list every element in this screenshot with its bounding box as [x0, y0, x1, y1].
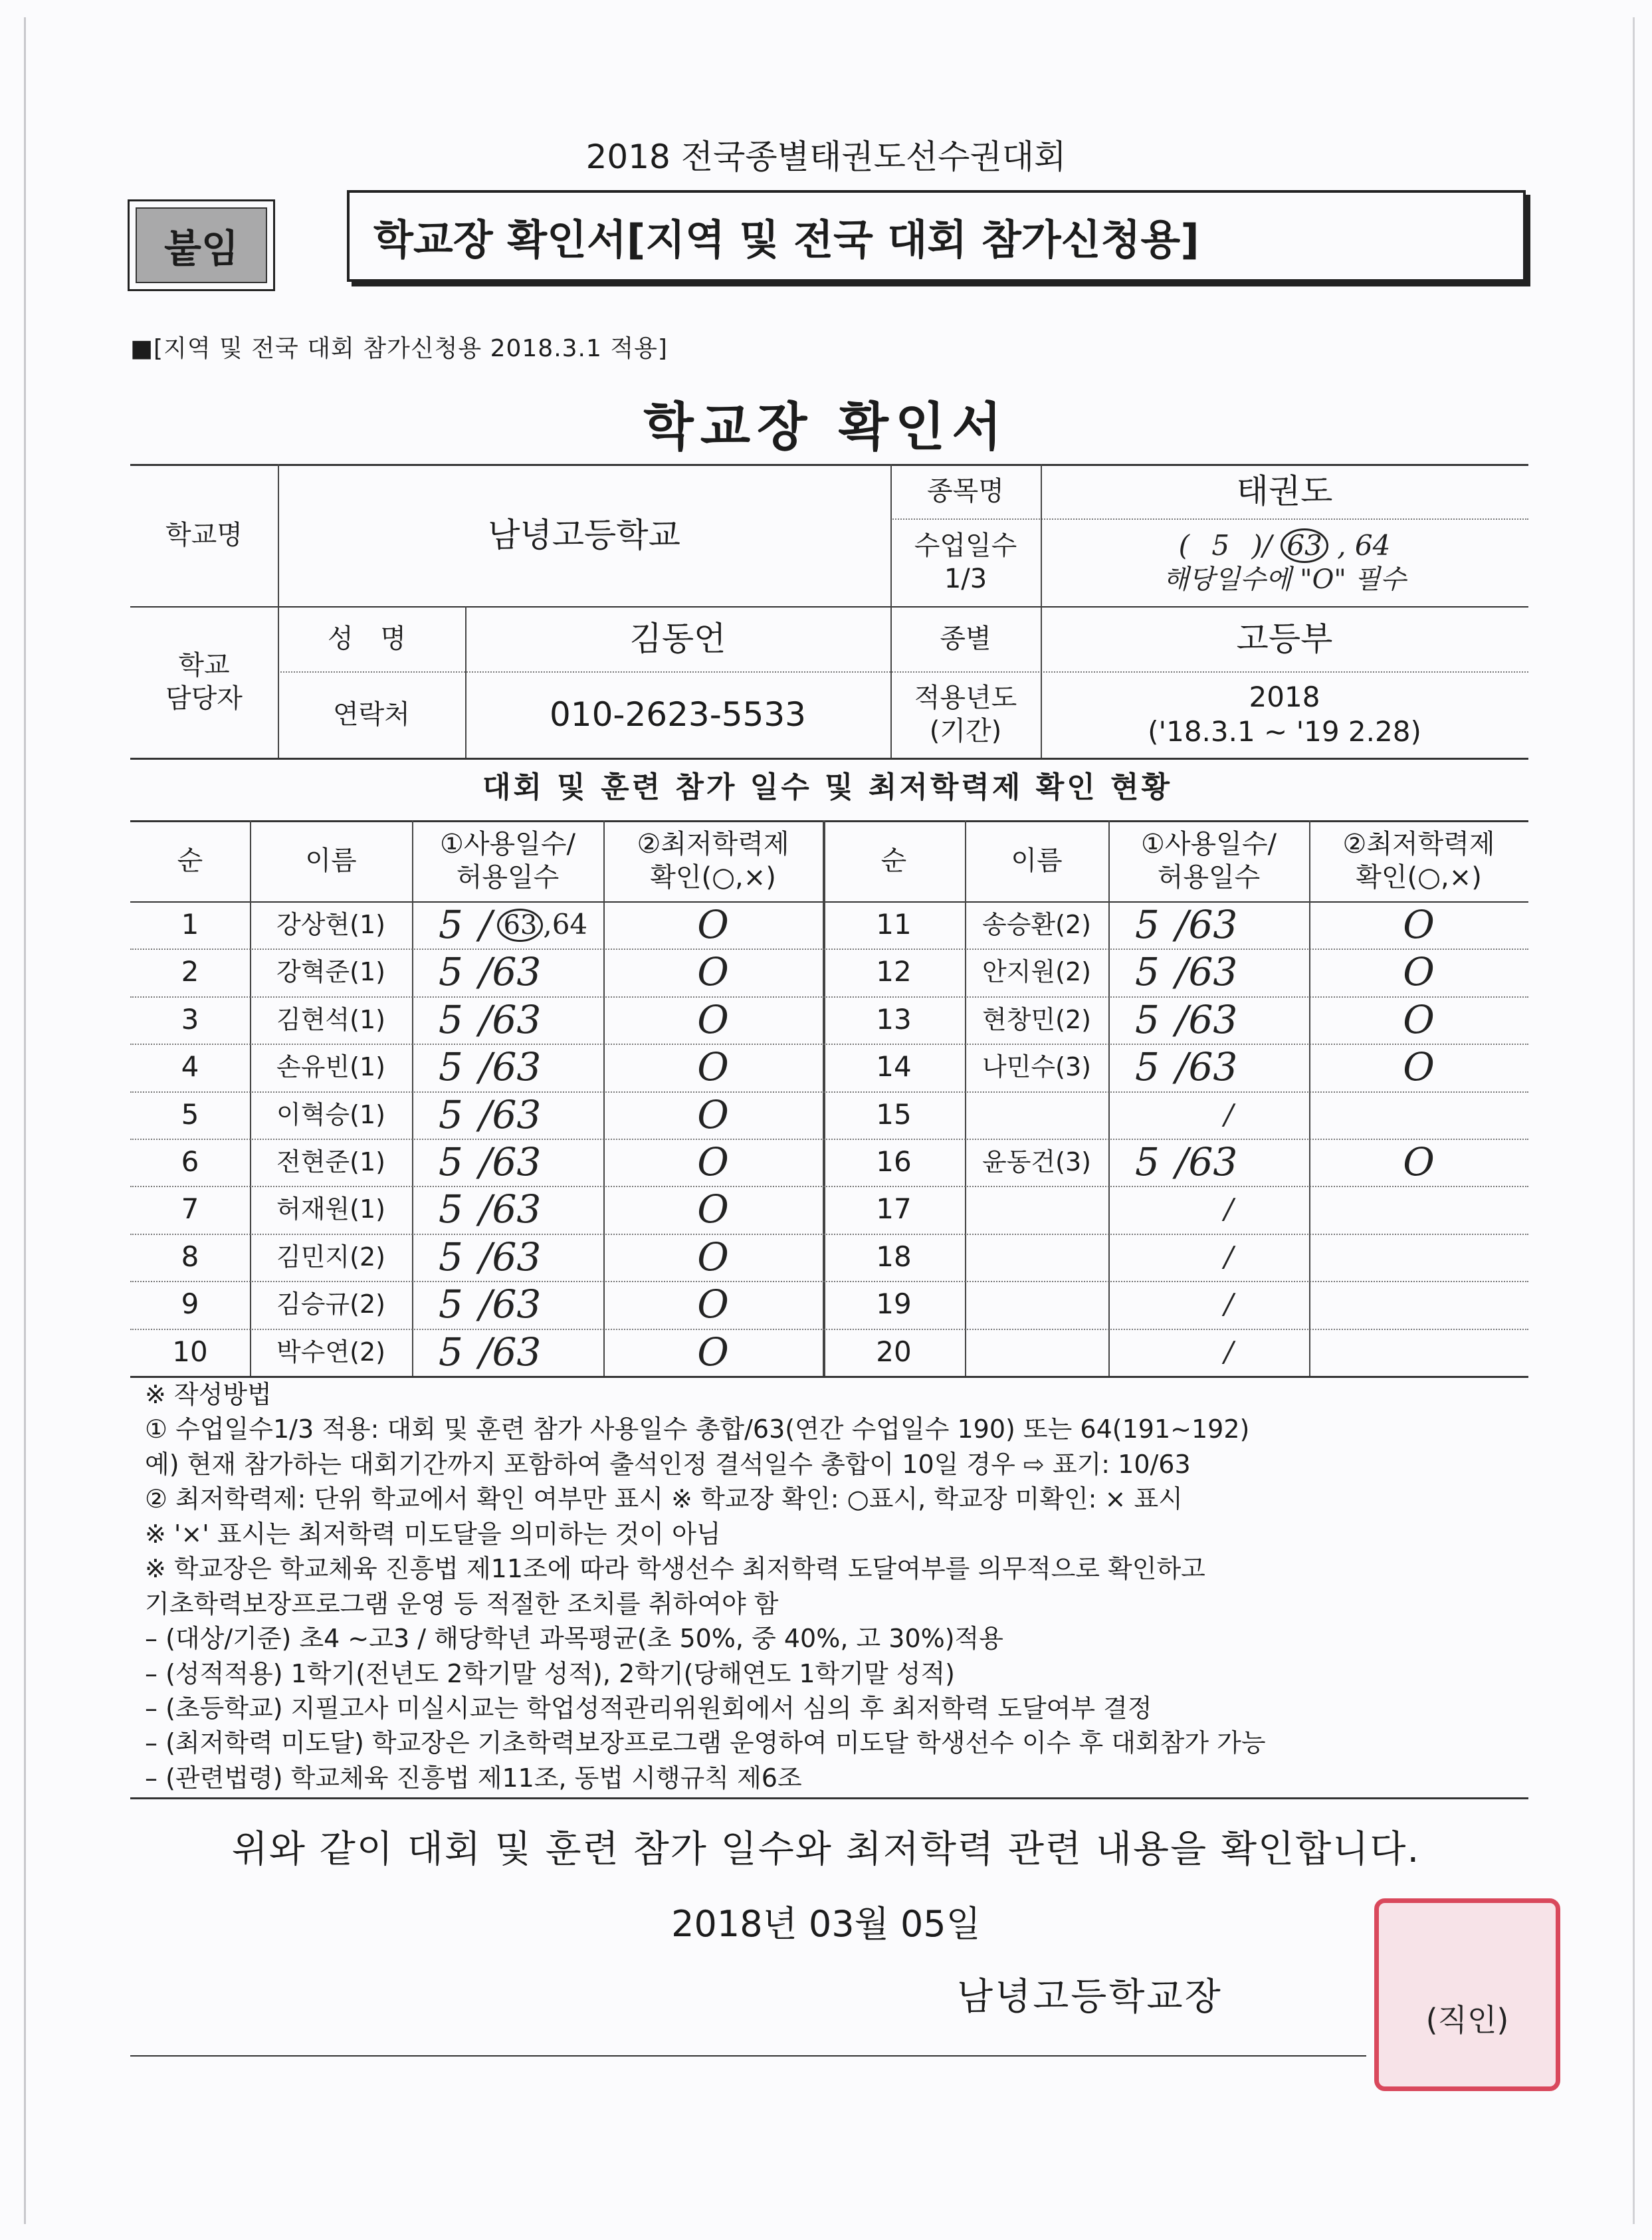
- roster-used-days: [412, 1091, 603, 1139]
- roster-used-days: [412, 949, 603, 996]
- roster-header-check-line1: ②최저학력제: [637, 829, 789, 859]
- confirmation-statement: 위와 같이 대회 및 훈련 참가 일수와 최저학력 관련 내용을 확인합니다.: [231, 1828, 1421, 1871]
- used-days: 5: [439, 1186, 463, 1232]
- allowed-days: 63: [1188, 949, 1238, 995]
- roster-header-days-line1: ①사용일수/: [1141, 829, 1277, 859]
- note-line: – (성적적용) 1학기(전년도 2학기말 성적), 2학기(당해연도 1학기말 성적): [145, 1658, 955, 1688]
- school-manager-label-line2: 담당자: [165, 683, 243, 714]
- school-name-label: 학교명: [165, 520, 243, 550]
- roster-header-name: 이름: [1011, 845, 1063, 876]
- instructions-notes: [145, 1377, 1540, 1795]
- days-separator: /: [478, 997, 492, 1043]
- roster-row-number: 17: [876, 1192, 912, 1226]
- roster-student-name: 김승규(2): [276, 1289, 385, 1319]
- allowed-days: 63: [1188, 902, 1238, 948]
- footer-rule: [130, 2055, 1366, 2057]
- allowed-days: 63: [492, 1044, 542, 1090]
- roster-student-name: [965, 1186, 1108, 1233]
- class-days-close: )/: [1251, 528, 1273, 562]
- roster-used-days: [1108, 1044, 1309, 1091]
- confirmation-date: 2018년 03월 05일: [671, 1903, 981, 1945]
- roster-student-name: 현창민(2): [982, 1004, 1091, 1034]
- scope-note: ■[지역 및 전국 대회 참가신청용 2018.3.1 적용]: [130, 335, 668, 362]
- roster-used-days: [1108, 1091, 1309, 1139]
- used-days: 5: [439, 1092, 463, 1138]
- roster-min-academic-check: O: [697, 1044, 729, 1090]
- roster-used-days: [1108, 1234, 1309, 1281]
- note-line: ※ '×' 표시는 최저학력 미도달을 의미하는 것이 아님: [145, 1519, 721, 1549]
- roster-student-name: [965, 1091, 1108, 1139]
- division-label: 종별: [940, 623, 991, 654]
- roster-min-academic-check: [1309, 1329, 1528, 1376]
- roster-used-days: [412, 1234, 603, 1281]
- roster-student-name: 강상현(1): [276, 909, 385, 939]
- roster-header-days-line1: ①사용일수/: [440, 829, 575, 859]
- roster-used-days: [412, 1139, 603, 1186]
- days-separator: /: [478, 1139, 492, 1185]
- roster-row-number: 5: [181, 1098, 199, 1131]
- roster-row-number: 16: [876, 1145, 912, 1178]
- year-label-line1: 적용년도: [914, 683, 1017, 713]
- allowed-days: 63: [497, 909, 543, 942]
- roster-min-academic-check: O: [1403, 1139, 1435, 1185]
- roster-used-days: [412, 1281, 603, 1328]
- class-days-open: (: [1178, 528, 1190, 562]
- roster-min-academic-check: O: [1403, 1044, 1435, 1090]
- used-days: 5: [1135, 1139, 1160, 1185]
- roster-used-days: [412, 996, 603, 1044]
- manager-contact-value: 010-2623-5533: [549, 695, 806, 734]
- allowed-days: 63: [492, 1186, 542, 1232]
- days-separator: /: [1224, 1240, 1234, 1274]
- days-separator: /: [1224, 1288, 1234, 1321]
- roster-header-check-line1: ②최저학력제: [1342, 829, 1495, 859]
- allowed-days: 63: [492, 1139, 542, 1185]
- days-separator: /: [1224, 1098, 1234, 1131]
- sport-value: 태권도: [1236, 471, 1333, 510]
- roster-row-number: 4: [181, 1050, 199, 1083]
- used-days: 5: [439, 902, 463, 948]
- used-days: 5: [439, 1329, 463, 1375]
- days-separator: /: [1224, 1335, 1234, 1369]
- days-separator: /: [478, 949, 492, 995]
- roster-min-academic-check: O: [697, 1329, 729, 1375]
- roster-student-name: [965, 1329, 1108, 1376]
- roster-header-name: 이름: [305, 845, 357, 876]
- allowed-days: 63: [492, 949, 542, 995]
- roster-used-days: [1108, 996, 1309, 1044]
- note-line: – (관련법령) 학교체육 진흥법 제11조, 동법 시행규칙 제6조: [145, 1763, 802, 1793]
- year-value-year: 2018: [1249, 680, 1320, 713]
- roster-min-academic-check: O: [1403, 902, 1435, 948]
- year-label-line2: (기간): [929, 716, 1002, 746]
- manager-name-label: 성 명: [328, 623, 415, 654]
- roster-row-number: 2: [181, 955, 199, 988]
- allowed-days: 63: [492, 1282, 542, 1327]
- roster-header-check-line2: 확인(○,×): [650, 862, 776, 893]
- main-title: 학교장 확인서: [643, 397, 1009, 457]
- roster-used-days: [412, 901, 603, 949]
- roster-min-academic-check: O: [697, 949, 729, 995]
- days-separator: /: [1175, 1044, 1189, 1090]
- roster-header-no: 순: [177, 845, 203, 876]
- roster-used-days: [412, 1044, 603, 1091]
- roster-row-number: 3: [181, 1003, 199, 1036]
- division-value: 고등부: [1236, 619, 1333, 658]
- roster-used-days: [1108, 1329, 1309, 1376]
- roster-min-academic-check: [1309, 1091, 1528, 1139]
- roster-student-name: 김현석(1): [276, 1004, 385, 1034]
- note-line: – (초등학교) 지필고사 미실시교는 학업성적관리위원회에서 심의 후 최저학력 도달여부 결정: [145, 1693, 1152, 1723]
- note-line: – (대상/기준) 초4 ~고3 / 해당학년 과목평균(초 50%, 중 40%, 고 30%)적용: [145, 1624, 1003, 1654]
- roster-header-days: [412, 820, 603, 901]
- roster-min-academic-check: O: [697, 902, 729, 948]
- roster-row-number: 11: [876, 908, 912, 941]
- note-line: – (최저학력 미도달) 학교장은 기초학력보장프로그램 운영하여 미도달 학생선수 이수 후 대회참가 가능: [145, 1728, 1266, 1758]
- roster-used-days: [412, 1186, 603, 1233]
- roster-header-days: [1108, 820, 1309, 901]
- roster-min-academic-check: [1309, 1234, 1528, 1281]
- roster-student-name: 이혁승(1): [276, 1099, 385, 1129]
- roster-used-days: [412, 1329, 603, 1376]
- roster-student-name: 안지원(2): [982, 956, 1091, 986]
- class-days-64: , 64: [1337, 528, 1391, 562]
- used-days: 5: [439, 1139, 463, 1185]
- roster-min-academic-check: O: [1403, 997, 1435, 1043]
- manager-name-value: 김동언: [629, 619, 726, 658]
- sport-label: 종목명: [927, 476, 1004, 506]
- used-days: 5: [1135, 949, 1160, 995]
- roster-student-name: [965, 1234, 1108, 1281]
- used-days: 5: [1135, 1044, 1160, 1090]
- allowed-days: 63: [492, 1234, 542, 1280]
- note-line: ① 수업일수1/3 적용: 대회 및 훈련 참가 사용일수 총합/63(연간 수업일수 190) 또는 64(191~192): [145, 1414, 1250, 1444]
- roster-min-academic-check: O: [1403, 949, 1435, 995]
- roster-row-number: 19: [876, 1288, 912, 1321]
- class-days-label-line2: 1/3: [944, 564, 987, 594]
- allowed-days: 63: [492, 1092, 542, 1138]
- roster-used-days: [1108, 1186, 1309, 1233]
- roster-used-days: [1108, 1139, 1309, 1186]
- attachment-tag-label: 붙임: [136, 207, 267, 283]
- roster-student-name: 김민지(2): [276, 1242, 385, 1272]
- class-days-label-line1: 수업일수: [914, 530, 1017, 561]
- note-line: ※ 학교장은 학교체육 진흥법 제11조에 따라 학생선수 최저학력 도달여부를 의무적으로 확인하고: [145, 1554, 1205, 1584]
- days-separator: /: [478, 1234, 492, 1280]
- roster-header-check-line2: 확인(○,×): [1356, 862, 1482, 893]
- note-line: ※ 작성방법: [145, 1380, 272, 1409]
- allowed-days: 63: [492, 997, 542, 1043]
- note-line: 예) 현재 참가하는 대회기간까지 포함하여 출석인정 결석일수 총합이 10일 경우 ⇨ 표기: 10/63: [145, 1449, 1191, 1479]
- days-separator: /: [478, 1044, 492, 1090]
- used-days: 5: [439, 1282, 463, 1327]
- official-seal: [1374, 1898, 1560, 2091]
- allowed-days: 63: [1188, 997, 1238, 1043]
- roster-row-number: 14: [876, 1050, 912, 1083]
- roster-header-days-line2: 허용일수: [456, 862, 560, 893]
- roster-min-academic-check: O: [697, 1139, 729, 1185]
- roster-student-name: 박수연(2): [276, 1337, 385, 1367]
- roster-row-number: 8: [181, 1240, 199, 1274]
- section-heading: 대회 및 훈련 참가 일수 및 최저학력제 확인 현황: [482, 770, 1173, 804]
- allowed-days-extra: ,64: [543, 908, 588, 941]
- info-bottom-rule: [130, 758, 1528, 760]
- roster-min-academic-check: O: [697, 1092, 729, 1138]
- used-days: 5: [439, 1234, 463, 1280]
- year-value-period: ('18.3.1 ~ '19 2.28): [1148, 715, 1421, 748]
- roster-row-number: 10: [172, 1335, 208, 1369]
- days-separator: /: [1175, 1139, 1189, 1185]
- roster-header-check: [603, 820, 823, 901]
- school-name-value: 남녕고등학교: [488, 515, 680, 554]
- school-manager-label-line1: 학교: [178, 650, 230, 681]
- days-separator: /: [478, 1186, 492, 1232]
- document-title: 학교장 확인서[지역 및 전국 대회 참가신청용]: [347, 190, 1526, 282]
- roster-row-number: 15: [876, 1098, 912, 1131]
- days-separator: /: [1224, 1192, 1234, 1226]
- roster-row-number: 9: [181, 1288, 199, 1321]
- roster-student-name: 손유빈(1): [276, 1052, 385, 1081]
- roster-header-check: [1309, 820, 1528, 901]
- year-value: [1041, 671, 1528, 758]
- days-separator: /: [478, 1282, 492, 1327]
- attachment-tag: [128, 199, 275, 291]
- school-manager-label: [130, 606, 278, 758]
- roster-row-number: 1: [181, 908, 199, 941]
- roster-used-days: [1108, 901, 1309, 949]
- roster-student-name: 윤동건(3): [982, 1147, 1091, 1176]
- roster-row-number: 18: [876, 1240, 912, 1274]
- roster-min-academic-check: [1309, 1186, 1528, 1233]
- days-separator: /: [478, 1092, 492, 1138]
- allowed-days: 63: [492, 1329, 542, 1375]
- days-separator: /: [478, 1329, 492, 1375]
- roster-min-academic-check: O: [697, 1234, 729, 1280]
- roster-student-name: 강혁준(1): [276, 956, 385, 986]
- roster-min-academic-check: [1309, 1281, 1528, 1328]
- roster-row-number: 20: [876, 1335, 912, 1369]
- event-title: 2018 전국종별태권도선수권대회: [585, 138, 1067, 176]
- roster-student-name: 전현준(1): [276, 1147, 385, 1176]
- year-label: [890, 671, 1041, 758]
- allowed-days: 63: [1188, 1044, 1238, 1090]
- roster-row-number: 7: [181, 1192, 199, 1226]
- principal-name: 남녕고등학교장: [957, 1975, 1223, 2019]
- roster-min-academic-check: O: [697, 997, 729, 1043]
- roster-header-days-line2: 허용일수: [1157, 862, 1261, 893]
- days-separator: /: [1175, 902, 1189, 948]
- class-days-63-circled: 63: [1281, 528, 1328, 563]
- roster-row-number: 6: [181, 1145, 199, 1178]
- used-days: 5: [1135, 902, 1160, 948]
- days-separator: /: [478, 902, 492, 948]
- used-days: 5: [439, 1044, 463, 1090]
- roster-used-days: [1108, 949, 1309, 996]
- roster-row-number: 13: [876, 1003, 912, 1036]
- class-days-value: [1041, 518, 1528, 606]
- roster-student-name: 나민수(3): [982, 1052, 1091, 1081]
- roster-min-academic-check: O: [697, 1282, 729, 1327]
- allowed-days: 63: [1188, 1139, 1238, 1185]
- manager-contact-label: 연락처: [333, 699, 410, 730]
- class-days-label: [890, 518, 1041, 606]
- days-separator: /: [1175, 949, 1189, 995]
- used-days: 5: [439, 997, 463, 1043]
- roster-min-academic-check: O: [697, 1186, 729, 1232]
- days-separator: /: [1175, 997, 1189, 1043]
- roster-header-no: 순: [880, 845, 907, 876]
- roster-student-name: [965, 1281, 1108, 1328]
- notes-bottom-rule: [130, 1797, 1528, 1799]
- roster-row-number: 12: [876, 955, 912, 988]
- note-line: 기초학력보장프로그램 운영 등 적절한 조치를 취하여야 함: [145, 1589, 779, 1619]
- roster-student-name: 허재원(1): [276, 1194, 385, 1224]
- used-days: 5: [1135, 997, 1160, 1043]
- roster-student-name: 송승환(2): [982, 909, 1091, 939]
- class-days-fraction: [1179, 528, 1391, 564]
- class-days-used: 5: [1211, 528, 1230, 562]
- class-days-note: 해당일수에 "O" 필수: [1163, 564, 1406, 596]
- note-line: ② 최저학력제: 단위 학교에서 확인 여부만 표시 ※ 학교장 확인: ○표시, 학교장 미확인: × 표시: [145, 1484, 1183, 1514]
- seal-label: (직인): [1425, 2002, 1509, 2038]
- roster-used-days: [1108, 1281, 1309, 1328]
- used-days: 5: [439, 949, 463, 995]
